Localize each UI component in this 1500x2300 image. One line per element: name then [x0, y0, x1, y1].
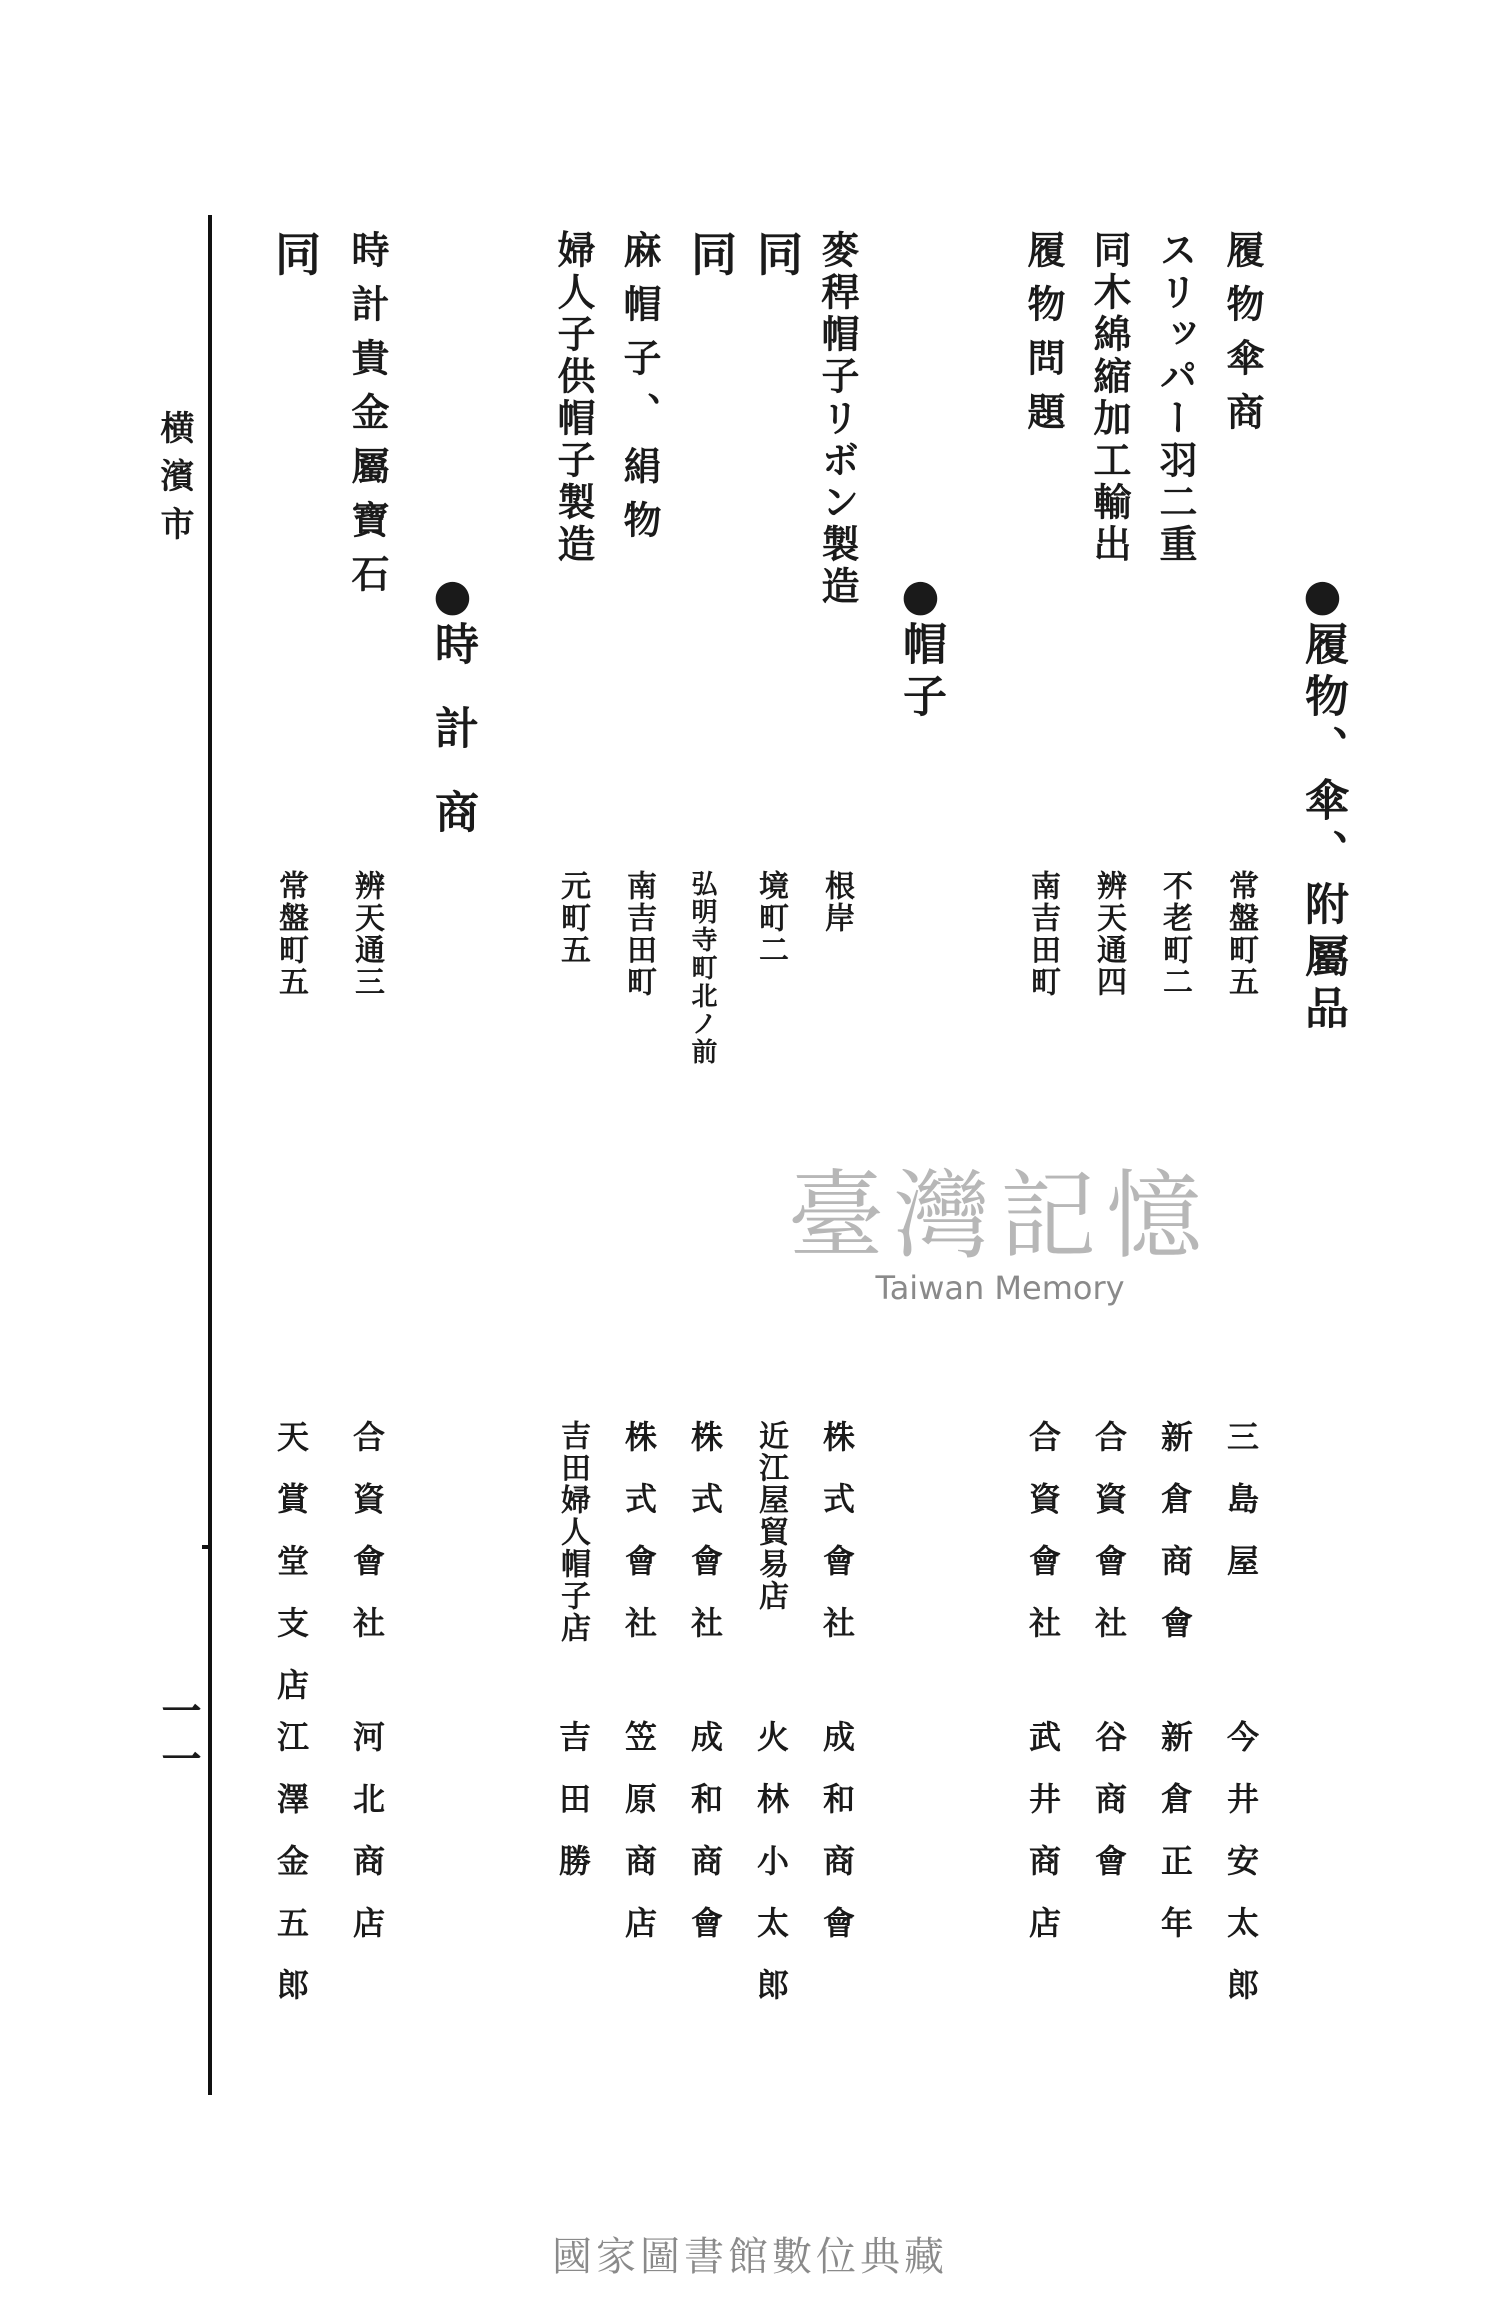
entry-person: 成和商會 — [818, 1720, 856, 1968]
entry-firm: 株式會社 — [818, 1420, 856, 1668]
entry-item: スリッパー羽二重 — [1153, 230, 1198, 566]
entry-address: 常盤町五 — [1223, 870, 1258, 998]
entry-firm: 近江屋貿易店 — [753, 1420, 788, 1612]
entry-address: 根岸 — [819, 870, 854, 934]
entry-address: 弘明寺町北ノ前 — [687, 870, 717, 1066]
entry-person: 武井商店 — [1024, 1720, 1062, 1968]
section-heading-watches: ●時計商 — [427, 570, 478, 873]
bullet-icon: ● — [427, 570, 478, 621]
entry-address: 南吉田町 — [621, 870, 656, 998]
running-head: 横濱市 — [154, 410, 194, 554]
entry-address: 不老町二 — [1157, 870, 1192, 998]
entry-item: 同 — [684, 230, 738, 316]
margin-rule — [208, 215, 212, 2095]
entry-firm: 合資會社 — [348, 1420, 386, 1668]
entry-person: 今井安太郎 — [1222, 1720, 1260, 2030]
entry-firm: 株式會社 — [620, 1420, 658, 1668]
entry-item: 履物傘商 — [1220, 230, 1265, 446]
entry-person: 火林小太郎 — [752, 1720, 790, 2030]
entry-item: 同 — [750, 230, 804, 316]
entry-person: 新倉正年 — [1156, 1720, 1194, 1968]
entry-address: 境町二 — [753, 870, 788, 966]
entry-item: 婦人子供帽子製造 — [551, 230, 596, 566]
watermark — [740, 1140, 1260, 1307]
entry-address: 元町五 — [555, 870, 590, 966]
entry-firm: 天賞堂支店 — [272, 1420, 310, 1730]
entry-firm: 合資會社 — [1090, 1420, 1128, 1668]
entry-firm: 株式會社 — [686, 1420, 724, 1668]
entry-item: 麻帽子、絹物 — [617, 230, 662, 554]
watermark-text: 臺灣記憶 — [788, 1160, 1212, 1272]
entry-firm: 三島屋 — [1222, 1420, 1260, 1606]
bullet-icon: ● — [895, 570, 946, 621]
entry-address: 辨天通四 — [1091, 870, 1126, 998]
entry-address: 南吉田町 — [1025, 870, 1060, 998]
entry-firm: 吉田婦人帽子店 — [555, 1420, 590, 1644]
entry-person: 河北商店 — [348, 1720, 386, 1968]
entry-item: 同木綿縮加工輸出 — [1087, 230, 1132, 566]
entry-person: 笠原商店 — [620, 1720, 658, 1968]
footer-credit: 國家圖書館數位典藏 — [552, 2234, 948, 2280]
entry-person: 江澤金五郎 — [272, 1720, 310, 2030]
watermark-subtitle: Taiwan Memory — [875, 1269, 1125, 1307]
section-heading-hats: ●帽子 — [895, 570, 946, 725]
margin-rule-tick — [202, 1545, 210, 1549]
entry-person: 谷商會 — [1090, 1720, 1128, 1906]
page-number: 一一 — [155, 1690, 202, 1786]
bullet-icon: ● — [1297, 570, 1348, 621]
entry-person: 吉田勝 — [554, 1720, 592, 1906]
entry-address: 常盤町五 — [273, 870, 308, 998]
entry-item: 麥稈帽子リボン製造 — [815, 230, 860, 608]
entry-item: 履物問題 — [1021, 230, 1066, 446]
entry-person: 成和商會 — [686, 1720, 724, 1968]
entry-item: 同 — [268, 230, 322, 316]
entry-item: 時計貴金屬寶石 — [345, 230, 390, 608]
entry-firm: 合資會社 — [1024, 1420, 1062, 1668]
entry-address: 辨天通三 — [349, 870, 384, 998]
section-heading-footwear: ●履物、傘、附屬品 — [1297, 570, 1348, 1037]
entry-firm: 新倉商會 — [1156, 1420, 1194, 1668]
